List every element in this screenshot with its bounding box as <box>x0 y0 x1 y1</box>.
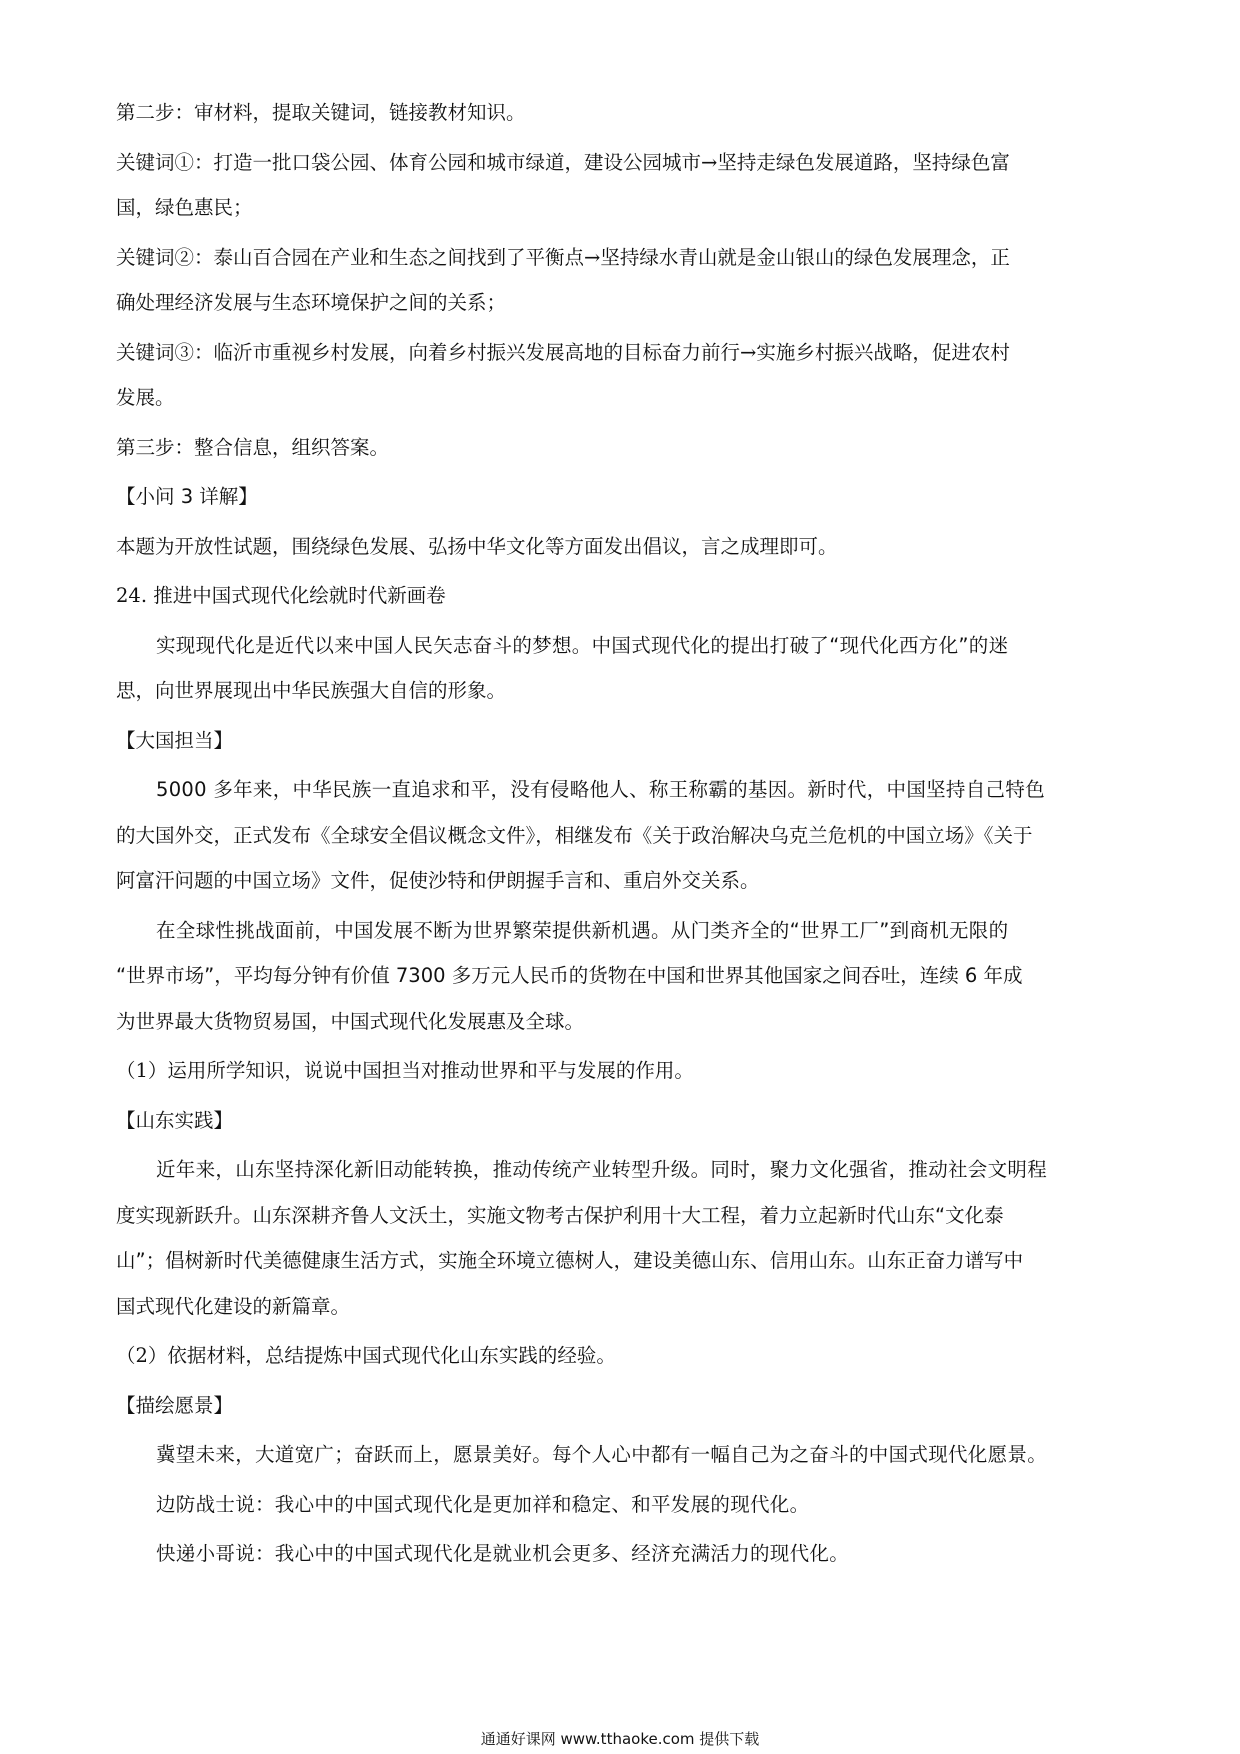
vision-p1: 冀望未来，大道宽广；奋跃而上，愿景美好。每个人心中都有一幅自己为之奋斗的中国式现代化愿景。 <box>156 1443 1048 1466</box>
section-heading-major-power: 【大国担当】 <box>116 728 234 752</box>
intro-line-1: 实现现代化是近代以来中国人民矢志奋斗的梦想。中国式现代化的提出打破了“现代化西方化”的迷 <box>156 633 1009 657</box>
shandong-p-line-1: 近年来，山东坚持深化新旧动能转换，推动传统产业转型升级。同时，聚力文化强省，推动社会文明程 <box>156 1158 1048 1181</box>
major-power-p1-line-3: 阿富汗问题的中国立场》文件，促使沙特和伊朗握手言和、重启外交关系。 <box>116 869 760 892</box>
question-24-title: 24. 推进中国式现代化绘就时代新画卷 <box>116 584 446 607</box>
section-heading-vision: 【描绘愿景】 <box>116 1393 234 1417</box>
major-power-p2-line-2: “世界市场”，平均每分钟有价值 7300 多万元人民币的货物在中国和世界其他国家之间吞吐，连续 6 年成 <box>116 964 1023 987</box>
document-page <box>116 100 1126 1591</box>
vision-p2: 边防战士说：我心中的中国式现代化是更加祥和稳定、和平发展的现代化。 <box>156 1492 810 1516</box>
major-power-p1-line-1: 5000 多年来，中华民族一直追求和平，没有侵略他人、称王称霸的基因。新时代，中国坚持自己特色 <box>156 778 1045 801</box>
vision-p3: 快递小哥说：我心中的中国式现代化是就业机会更多、经济充满活力的现代化。 <box>156 1542 850 1565</box>
question-2: （2）依据材料，总结提炼中国式现代化山东实践的经验。 <box>116 1344 616 1367</box>
step-two-line: 第二步：审材料，提取关键词，链接教材知识。 <box>116 101 526 124</box>
shandong-p-line-3: 山”；倡树新时代美德健康生活方式，实施全环境立德树人，建设美德山东、信用山东。山东正奋力谱写中 <box>116 1249 1024 1272</box>
section-heading-shandong-practice: 【山东实践】 <box>116 1108 234 1132</box>
keyword-2-line-2: 确处理经济发展与生态环境保护之间的关系； <box>116 291 507 314</box>
major-power-p2-line-1: 在全球性挑战面前，中国发展不断为世界繁荣提供新机遇。从门类齐全的“世界工厂”到商机无限的 <box>156 918 1009 942</box>
intro-line-2: 思，向世界展现出中华民族强大自信的形象。 <box>116 679 507 702</box>
footer-watermark: 通通好课网 www.tthaoke.com 提供下载 <box>480 1730 760 1748</box>
major-power-p1-line-2: 的大国外交，正式发布《全球安全倡议概念文件》，相继发布《关于政治解决乌克兰危机的中国立场》《关于 <box>116 823 1033 847</box>
sub-question-3-heading: 【小问 3 详解】 <box>116 485 258 508</box>
question-1: （1）运用所学知识，说说中国担当对推动世界和平与发展的作用。 <box>116 1059 694 1082</box>
keyword-1-line-2: 国，绿色惠民； <box>116 196 253 219</box>
shandong-p-line-4: 国式现代化建设的新篇章。 <box>116 1294 351 1318</box>
sub-question-3-answer: 本题为开放性试题，围绕绿色发展、弘扬中华文化等方面发出倡议，言之成理即可。 <box>116 534 838 558</box>
major-power-p2-line-3: 为世界最大货物贸易国，中国式现代化发展惠及全球。 <box>116 1009 585 1033</box>
keyword-2-line-1: 关键词②：泰山百合园在产业和生态之间找到了平衡点→坚持绿水青山就是金山银山的绿色发展理念，正 <box>116 245 1010 269</box>
keyword-3-line-1: 关键词③：临沂市重视乡村发展，向着乡村振兴发展高地的目标奋力前行→实施乡村振兴战略，促进农村 <box>116 340 1010 364</box>
step-three-line: 第三步：整合信息，组织答案。 <box>116 435 390 459</box>
keyword-1-line-1: 关键词①：打造一批口袋公园、体育公园和城市绿道，建设公园城市→坚持走绿色发展道路，坚持绿色富 <box>116 150 1010 174</box>
keyword-3-line-2: 发展。 <box>116 386 175 409</box>
shandong-p-line-2: 度实现新跃升。山东深耕齐鲁人文沃土，实施文物考古保护利用十大工程，着力立起新时代山东“文化泰 <box>116 1203 1004 1227</box>
